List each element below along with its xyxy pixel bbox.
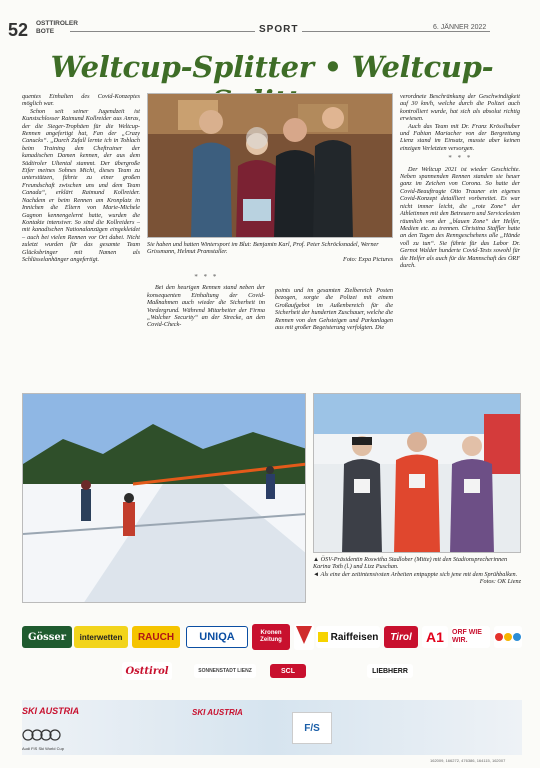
sponsor-logo-kronen-zeitung: Kronen Zeitung xyxy=(252,624,290,650)
publication-name: OSTTIROLER BOTE xyxy=(36,20,78,35)
photo-credit: Fotos: OK Lienz xyxy=(479,578,521,586)
ski-austria-logo: SKI AUSTRIA xyxy=(22,706,80,716)
paragraph: Bei den heurigen Rennen stand neben der konsequenten Einhaltung der Covid-Maßnahmen auch wieder die Sicherheit im Vordergrund. Während Mitarbeiter der Firma „Walcher Security“ an der Strecke, an den Covid-Check- xyxy=(147,284,265,329)
sponsor-logo-rauch: RAUCH xyxy=(132,626,180,648)
photo-caption-top: Sie haben und hatten Wintersport im Blut: Benjamin Karl, Prof. Peter Schröcksnadel, Werner Grissmann, Helmut Pramstaller. Foto: Expa Pictures xyxy=(147,241,393,263)
ski-slope-photo xyxy=(22,393,306,603)
fis-logo: F/S xyxy=(292,712,332,744)
group-photo xyxy=(147,93,393,238)
ski-austria-emblem: SKI AUSTRIA xyxy=(192,708,243,717)
sponsor-logo-extra xyxy=(494,626,522,648)
sponsor-logo-osttirol: Osttirol xyxy=(122,662,172,680)
sponsor-banner xyxy=(22,622,522,686)
sponsor-logo-orf: ORF WIE WIR. xyxy=(452,626,490,648)
police-emblem-icon xyxy=(294,624,314,650)
sponsor-logo-a1: A1 xyxy=(422,626,448,648)
page-number: 52 xyxy=(8,20,29,40)
sponsor-logo-liebherr: LIEBHERR xyxy=(367,664,413,678)
section-divider: * * * xyxy=(448,154,472,163)
paragraph: Auch das Team mit Dr. Franz Krösslhuber und Fabian Mariacher von der Bergrettung Lienz stand im Einsatz, musste aber keinen einzigen Verletzten versorgen. xyxy=(400,122,520,152)
article-column-left xyxy=(22,93,140,263)
article-column-right xyxy=(400,93,520,269)
headline: Weltcup-Splitter • Weltcup- xyxy=(50,50,494,84)
section-divider: * * * xyxy=(194,273,218,281)
audi-logo: Audi FIS Ski World Cup xyxy=(22,728,82,751)
group-photo-illustration xyxy=(148,94,393,238)
sponsor-logo-scl: SCL xyxy=(270,664,306,678)
officials-illustration xyxy=(314,394,521,553)
ski-slope-illustration xyxy=(23,394,306,603)
fis-worldcup-banner xyxy=(22,700,522,755)
section-label: SPORT xyxy=(255,24,302,35)
colorful-dots-icon xyxy=(494,631,522,643)
paragraph: verordnete Beschränkung der Geschwindigkeit auf 30 km/h, welche durch die Polizei auch kontrolliert wurde, hat sich als absolut richtig erwiesen. xyxy=(400,93,520,123)
sponsor-logo-police xyxy=(294,624,314,650)
sponsor-logo-uniqa: UNIQA xyxy=(186,626,248,648)
issue-date: 6. JÄNNER 2022 xyxy=(430,24,489,31)
article-column-mid2 xyxy=(275,287,393,331)
photo-credit: Foto: Expa Pictures xyxy=(343,255,393,263)
sponsor-logo-lienz: SONNENSTADT LIENZ xyxy=(194,664,256,678)
photo-caption-right: ▲ ÖSV-Präsidentin Roswitha Stadlober (Mitte) mit den Stadionsprecherinnen Karina Toth (l.) und Lizz Puschan. ◄ Als eine der zeitintensivsten Arbeiten entpuppte sich jene mit dem Sprühbalken. Fotos: OK Lienz xyxy=(313,556,521,586)
paragraph: Schon seit seiner Jugendzeit ist Kunstschlosser Raimund Kollreider aus Anras, der die Sieger-Trophäen für die Weltcup-Rennen angefertigt hat, Fan der „Crazy Canucks“. „Durch Zufall lernte ich in Toblach beim Training den Cheftrainer der kanadischen Damen kennen, der aus dem Südtiroler Ultental stammt. Der übergroße Eifer meines Sohnes Michi, dieses Team zu unterstützen, führte zu einer großen Freundschaft zwischen uns und dem Team Canada“, erklärt Raimund Kollreider. Nachdem er beim Rennen am Kronplatz in Innichen die Eltern von Marie-Michele Gagnon kennengelernt hatte, wurden die Kontakte intensiver. So sind die Kollreiders – mit kanadischen Nationalanzügen eingekleidet – auch bei vielen Rennen vor Ort dabei. Nicht zuletzt wurden für das gesamte Team Glücksbringer mit Namen als Schlüsselanhänger angefertigt. xyxy=(22,107,140,263)
article-column-mid1 xyxy=(147,271,265,329)
paragraph: Der Weltcup 2021 ist wieder Geschichte. Neben spannenden Rennen standen sie heuer ganz im Zeichen von Corona. So hatte der Covid-Beauftragte Otto Trauner ein eigenes Covid-Konzept detailliert vorbereitet. Es war nicht immer leicht, die „rote Zone“ der Athletinnen mit den Betreuern und Servicelesten räumlich von der „blauen Zone“ der Helfer, Medien etc. zu trennen. Christina Staffler hatte an den Tagen des Renngeschehens alle „Hände voll zu tun“. Sie führte für das Labor Dr. Gernot Walder hunderte Covid-Tests sowohl für die Helfer als auch für die Mannschaft des ÖRF durch. xyxy=(400,165,520,269)
audi-rings-icon xyxy=(22,729,70,741)
sponsor-logo-goesser: Gösser xyxy=(22,626,72,648)
raiffeisen-icon xyxy=(318,632,328,642)
paragraph: points und im gesamten Zielbereich Posten bezogen, sorgte die Polizei mit einem Großaufgebot im Außenbereich für die Sicherheit der hunderten Zuschauer, welche die Rennen von den Gehsteigen und Parkanlagen aus mit großer Begeisterung verfolgten. Die xyxy=(275,287,393,332)
officials-photo xyxy=(313,393,521,553)
paragraph: quentes Einhalten des Covid-Konzeptes möglich war. xyxy=(22,93,140,108)
sponsor-logo-tirol: Tirol xyxy=(384,626,418,648)
sponsor-logo-interwetten: interwetten xyxy=(74,626,128,648)
sponsor-logo-raiffeisen: Raiffeisen xyxy=(316,626,380,648)
footer-code: 162009, 166272, 476386, 164115, 162007 xyxy=(430,758,506,763)
